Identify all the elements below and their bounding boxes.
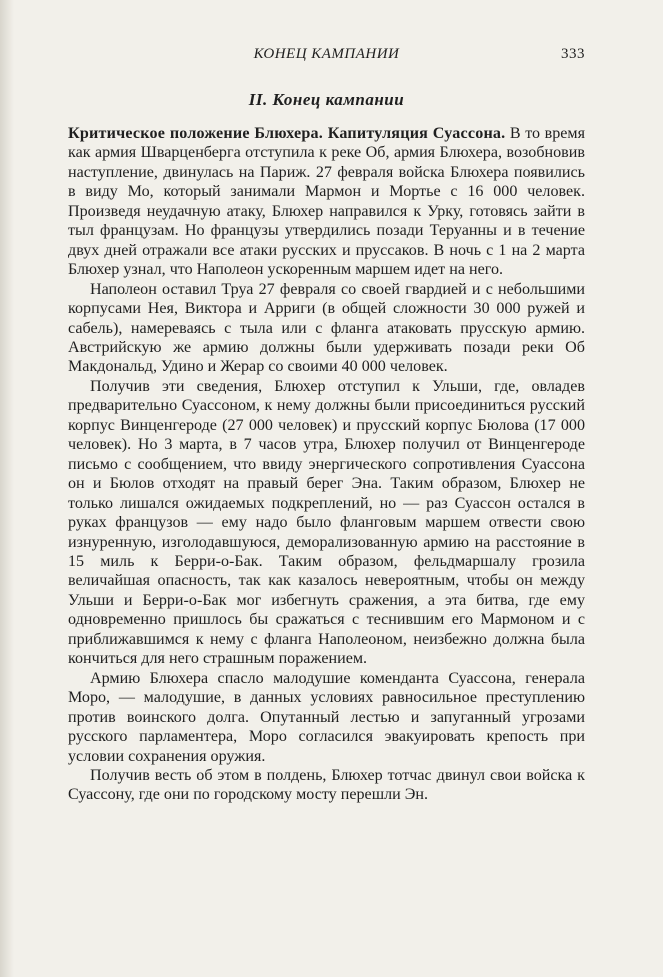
section-heading: II. Конец кампании [248, 90, 405, 109]
article-body [68, 124, 585, 805]
paragraph-5: Получив весть об этом в полдень, Блюхер тотчас двинул свои войска к Суассону, где они по городскому мосту перешли Эн. [68, 766, 585, 804]
paragraph-2: Наполеон оставил Труа 27 февраля со своей гвардией и с небольшими корпусами Нея, Виктора и Арриги (в общей сложности 30 000 ружей и сабель), намереваясь с тыла или с фланга атаковать прусскую армию. Австрийскую же армию должны были удерживать позади реки Об Макдональд, Удино и Жерар со своими 40 000 человек. [68, 280, 585, 376]
paragraph-1 [68, 124, 585, 280]
paragraph-1-text: В то время как армия Шварценберга отступила к реке Об, армия Блюхера, возобновив наступление, двинулась на Париж. 27 февраля войска Блюхера появились в виду Мо, который занимали Мармон и Мортье с 16 000 человек. Произведя неудачную атаку, Блюхер направился к Урку, готовясь зайти в тыл французам. Но французы утвердились позади Теруанны и в течение двух дней отражали все атаки русских и пруссаков. В ночь с 1 на 2 марта Блюхер узнал, что Наполеон ускоренным маршем идет на него. [68, 125, 585, 279]
paragraph-4: Армию Блюхера спасло малодушие коменданта Суассона, генерала Моро, — малодушие, в данных условиях равносильное преступлению против воинского долга. Опутанный лестью и запуганный угрозами русского парламентера, Моро согласился эвакуировать крепость при условии сохранения оружия. [68, 669, 585, 765]
paragraph-subheading: Критическое положение Блюхера. Капитуляция Суассона. [68, 125, 506, 142]
running-head [68, 44, 585, 70]
paragraph-3: Получив эти сведения, Блюхер отступил к Ульши, где, овладев предварительно Суассоном, к нему должны были присоединиться русский корпус Винценгероде (27 000 человек) и прусский корпус Бюлова (17 000 человек). Но 3 марта, в 7 часов утра, Блюхер получил от Винценгероде письмо с сообщением, что ввиду энергического сопротивления Суассона он и Бюлов отходят на правый берег Эна. Таким образом, Блюхер не только лишался ожидаемых подкреплений, но — раз Суассон остался в руках французов — ему надо было фланговым маршем отвести свою изнуренную, изголодавшуюся, деморализованную армию на расстояние в 15 миль к Берри-о-Бак. Таким образом, фельдмаршалу грозила величайшая опасность, так как казалось невероятным, чтобы он между Ульши и Берри-о-Бак мог избегнуть сражения, а эта битва, где ему одновременно пришлось бы сражаться с теснившим его Мармоном и с приближавшимся к нему с фланга Наполеоном, неизбежно должна была кончиться для него страшным поражением. [68, 377, 585, 668]
page-number: 333 [561, 46, 585, 62]
running-title: КОНЕЦ КАМПАНИИ [253, 46, 400, 62]
